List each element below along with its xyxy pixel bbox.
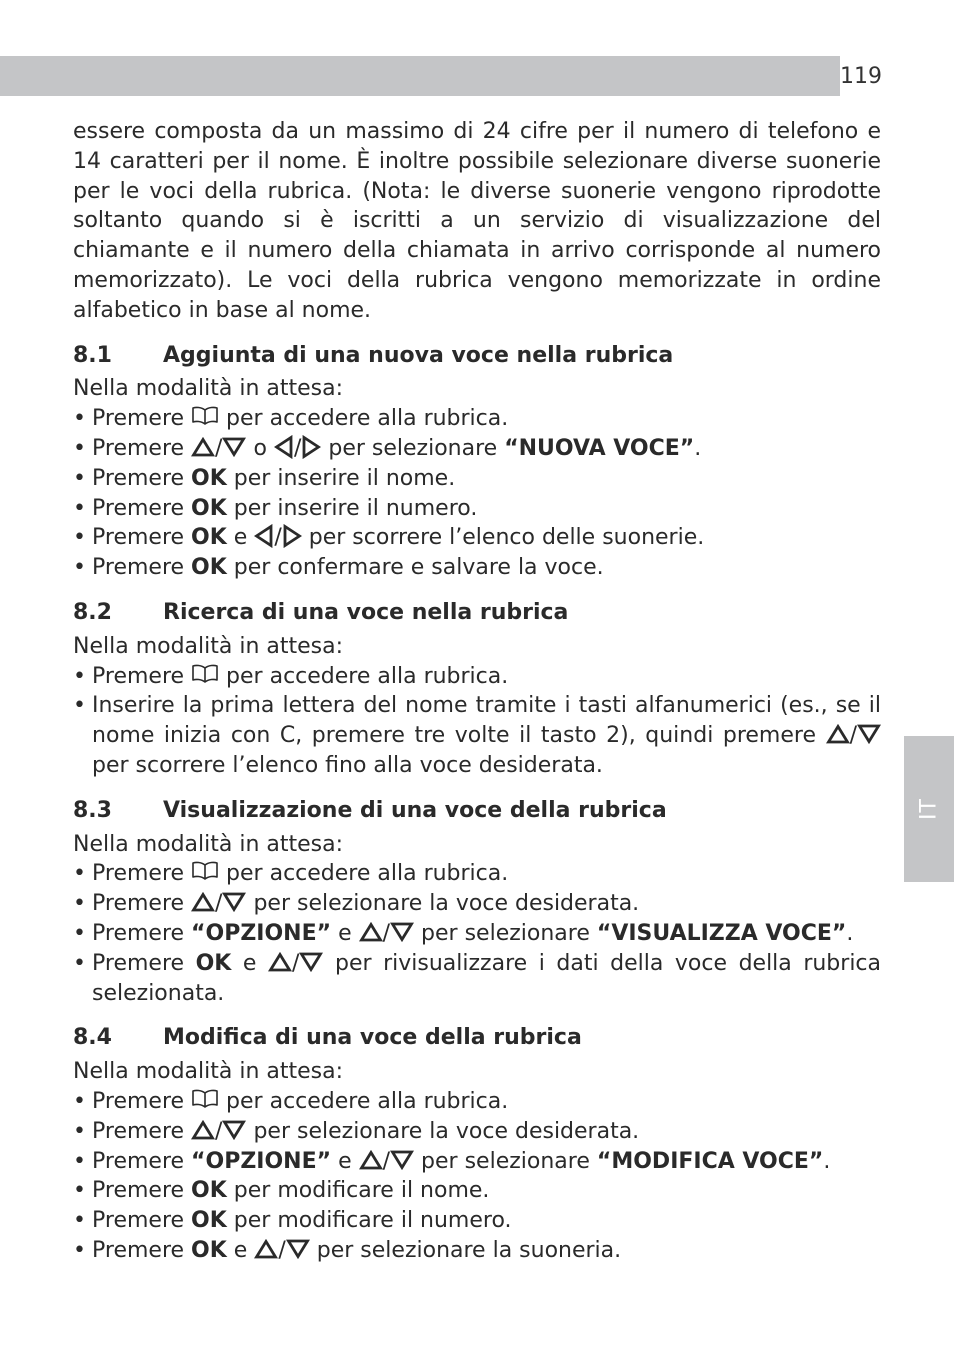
menu-item-label: “OPZIONE”: [191, 920, 332, 946]
bullet: •: [73, 1208, 86, 1234]
conjunction: e: [338, 920, 352, 946]
down-triangle-icon: [390, 922, 414, 942]
verb: Premere: [92, 891, 185, 917]
instruction-text: per inserire il numero.: [233, 495, 478, 521]
standby-label: Nella modalità in attesa:: [73, 376, 344, 402]
up-triangle-icon: [191, 1120, 215, 1140]
bullet: •: [73, 406, 86, 432]
list-item: [73, 494, 881, 524]
intro-paragraph: essere composta da un massimo di 24 cifre per il numero di telefono e 14 caratteri per il nome. È inoltre possibile selezionare diverse suonerie per le voci della rubrica. (Nota: le diverse suonerie vengono riprodotte soltanto quando si è iscritti a un servizio di visualizzazione del chiamante e il numero della chiamata in arrivo corrisponde al numero memorizzato). Le voci della rubrica vengono memorizzate in ordine alfabetico in base al nome.: [73, 119, 881, 323]
section-heading: [73, 341, 881, 371]
section-8-4: [73, 1023, 881, 1265]
instruction-text: per accedere alla rubrica.: [226, 1088, 509, 1114]
slash: /: [292, 950, 300, 976]
list-item: [73, 1147, 881, 1177]
conjunction: e: [233, 525, 248, 551]
verb: Premere: [92, 465, 185, 491]
instruction-text: per selezionare la voce desiderata.: [253, 1118, 640, 1144]
right-triangle-icon: [301, 435, 321, 459]
section-8-2: [73, 598, 881, 781]
period: .: [846, 920, 854, 946]
bullet: •: [73, 465, 86, 491]
ok-key-label: OK: [191, 495, 227, 521]
list-item: [73, 1176, 881, 1206]
menu-item-label: “NUOVA VOCE”: [504, 435, 695, 461]
section-number: 8.3: [73, 797, 112, 823]
instruction-text: per rivisualizzare i dati della voce della rubrica selezionata.: [92, 950, 882, 1006]
list-item: [73, 464, 881, 494]
up-triangle-icon: [191, 437, 215, 457]
down-triangle-icon: [222, 892, 246, 912]
list-item: [73, 404, 881, 434]
section-8-3: [73, 796, 881, 1009]
up-triangle-icon: [254, 1239, 278, 1259]
verb: Premere: [92, 1118, 185, 1144]
verb: Premere: [92, 1148, 185, 1174]
page-number: 119: [840, 64, 882, 89]
verb: Premere: [92, 920, 185, 946]
section-heading: [73, 1023, 881, 1053]
section-number: 8.1: [73, 342, 112, 368]
verb: Premere: [92, 435, 185, 461]
ok-key-label: OK: [191, 525, 227, 551]
page-content: [73, 117, 881, 1281]
ok-key-label: OK: [195, 950, 232, 976]
ok-key-label: OK: [191, 465, 227, 491]
verb: Premere: [92, 663, 185, 689]
slash: /: [278, 1237, 286, 1263]
up-triangle-icon: [191, 892, 215, 912]
standby-label: Nella modalità in attesa:: [73, 633, 344, 659]
bullet: •: [73, 555, 86, 581]
instruction-text: per confermare e salvare la voce.: [233, 555, 604, 581]
up-triangle-icon: [826, 724, 850, 744]
down-triangle-icon: [299, 952, 323, 972]
menu-item-label: “OPZIONE”: [191, 1148, 332, 1174]
verb: Premere: [92, 555, 185, 581]
bullet: •: [73, 525, 86, 551]
instruction-text: per scorrere l’elenco delle suonerie.: [308, 525, 705, 551]
list-item: [73, 1117, 881, 1147]
verb: Premere: [92, 1208, 185, 1234]
ok-key-label: OK: [191, 1208, 227, 1234]
slash: /: [274, 525, 282, 551]
list-item: [73, 859, 881, 889]
slash: /: [215, 1118, 223, 1144]
bullet: •: [73, 891, 86, 917]
book-icon: [191, 406, 219, 426]
menu-item-label: “MODIFICA VOCE”: [596, 1148, 824, 1174]
language-tab-label: IT: [916, 798, 942, 820]
slash: /: [215, 891, 223, 917]
section-heading: [73, 796, 881, 826]
section-title: Ricerca di una voce nella rubrica: [163, 599, 569, 625]
section-8-1: [73, 341, 881, 583]
section-title: Aggiunta di una nuova voce nella rubrica: [163, 342, 674, 368]
period: .: [823, 1148, 831, 1174]
conjunction: e: [338, 1148, 352, 1174]
instruction-text: per modificare il nome.: [233, 1178, 490, 1204]
bullet: •: [73, 435, 86, 461]
slash: /: [382, 920, 391, 946]
page-number-box: [840, 56, 882, 96]
verb: Premere: [92, 1237, 185, 1263]
down-triangle-icon: [286, 1239, 310, 1259]
up-triangle-icon: [359, 1150, 383, 1170]
down-triangle-icon: [222, 1120, 246, 1140]
right-triangle-icon: [282, 524, 302, 548]
book-icon: [191, 664, 219, 684]
conjunction: e: [242, 950, 257, 976]
bullet: •: [73, 495, 86, 521]
instruction-text: per selezionare: [421, 1148, 590, 1174]
section-title: Modifica di una voce della rubrica: [163, 1025, 582, 1051]
list-item: [73, 523, 881, 553]
up-triangle-icon: [359, 922, 383, 942]
section-title: Visualizzazione di una voce della rubrica: [163, 797, 667, 823]
list-item: [73, 662, 881, 692]
standby-label: Nella modalità in attesa:: [73, 1059, 344, 1085]
down-triangle-icon: [222, 437, 246, 457]
verb: Premere: [92, 406, 185, 432]
slash: /: [849, 723, 857, 749]
conjunction: e: [233, 1237, 248, 1263]
list-item: [73, 553, 881, 583]
instruction-text: per accedere alla rubrica.: [226, 406, 509, 432]
instruction-text: per accedere alla rubrica.: [226, 861, 509, 887]
section-heading: [73, 598, 881, 628]
list-item: [73, 434, 881, 464]
period: .: [694, 435, 702, 461]
book-icon: [191, 861, 219, 881]
up-triangle-icon: [268, 952, 292, 972]
bullet: •: [73, 1118, 86, 1144]
verb: Premere: [92, 1178, 185, 1204]
verb: Premere: [92, 525, 185, 551]
bullet: •: [73, 663, 86, 689]
ok-key-label: OK: [191, 555, 227, 581]
instruction-text: per selezionare: [328, 435, 498, 461]
ok-key-label: OK: [191, 1237, 227, 1263]
slash: /: [293, 435, 302, 461]
section-number: 8.2: [73, 599, 112, 625]
list-item: [73, 889, 881, 919]
header-bar: [0, 56, 840, 96]
verb: Premere: [92, 950, 185, 976]
verb: Premere: [92, 1088, 185, 1114]
instruction-text: per modificare il numero.: [233, 1208, 512, 1234]
instruction-text: per scorrere l’elenco fino alla voce desiderata.: [92, 752, 603, 778]
bullet: •: [73, 1088, 86, 1114]
menu-item-label: “VISUALIZZA VOCE”: [596, 920, 847, 946]
section-number: 8.4: [73, 1025, 112, 1051]
ok-key-label: OK: [191, 1178, 227, 1204]
language-tab: [904, 736, 954, 882]
slash: /: [215, 435, 223, 461]
list-item: [73, 1206, 881, 1236]
list-item: [73, 949, 881, 1009]
bullet: •: [73, 920, 86, 946]
left-triangle-icon: [254, 524, 274, 548]
left-triangle-icon: [274, 435, 294, 459]
bullet: •: [73, 1178, 86, 1204]
list-item: [73, 1087, 881, 1117]
bullet: •: [73, 950, 86, 976]
standby-label: Nella modalità in attesa:: [73, 831, 344, 857]
slash: /: [382, 1148, 391, 1174]
instruction-text: per selezionare la suoneria.: [316, 1237, 622, 1263]
book-icon: [191, 1089, 219, 1109]
verb: Premere: [92, 495, 185, 521]
list-item: [73, 691, 881, 780]
bullet: •: [73, 1148, 86, 1174]
instruction-text: Inserire la prima lettera del nome tramite i tasti alfanumerici (es., se il nome inizia con C, premere tre volte il tasto 2), quindi premere: [92, 693, 881, 749]
conjunction: o: [253, 435, 267, 461]
instruction-text: per accedere alla rubrica.: [226, 663, 509, 689]
list-item: [73, 919, 881, 949]
down-triangle-icon: [857, 724, 881, 744]
instruction-text: per selezionare: [421, 920, 590, 946]
instruction-text: per inserire il nome.: [233, 465, 456, 491]
bullet: •: [73, 861, 86, 887]
down-triangle-icon: [390, 1150, 414, 1170]
bullet: •: [73, 693, 86, 719]
verb: Premere: [92, 861, 185, 887]
bullet: •: [73, 1237, 86, 1263]
instruction-text: per selezionare la voce desiderata.: [253, 891, 640, 917]
list-item: [73, 1236, 881, 1266]
